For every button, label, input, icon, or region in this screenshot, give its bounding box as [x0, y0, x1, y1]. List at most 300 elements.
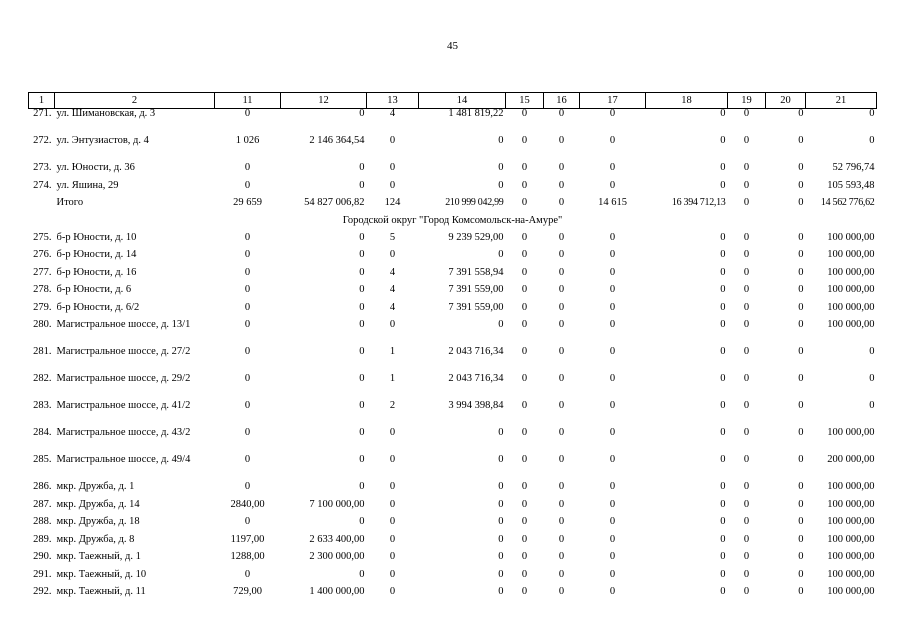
header-cell: 11	[215, 93, 281, 109]
value-cell: 0	[798, 373, 804, 384]
value-cell: 0	[498, 498, 504, 510]
value-cell: 0	[244, 400, 251, 411]
row-number-cell	[29, 198, 55, 216]
value-cell: 210 999 042,99	[445, 197, 504, 208]
value-cell: 0	[743, 454, 750, 465]
value-cell: 0	[498, 481, 504, 492]
value-cell: 0	[609, 179, 616, 191]
value-cell: 0	[244, 266, 251, 278]
value-cell: 0	[720, 179, 726, 191]
value-cell: 0	[359, 319, 365, 330]
value-cell: 0	[798, 249, 804, 260]
value-cell: 0	[389, 568, 396, 580]
row-number-cell: 287.	[33, 498, 52, 510]
value-cell: 54 827 006,82	[304, 197, 365, 208]
address-cell: мкр. Дружба, д. 1	[56, 481, 135, 492]
value-cell: 0	[389, 454, 396, 465]
header-cell: 12	[281, 93, 367, 109]
value-cell: 0	[720, 551, 726, 562]
value-cell: 0	[359, 454, 365, 465]
value-cell: 0	[609, 400, 616, 411]
value-cell: 0	[720, 284, 726, 295]
value-cell: 0	[359, 373, 365, 384]
value-cell: 100 000,00	[827, 481, 875, 492]
table-row	[29, 455, 877, 482]
value-cell: 0	[521, 135, 528, 146]
value-cell: 0	[798, 586, 804, 597]
table-row	[29, 587, 877, 605]
value-cell: 0	[720, 266, 726, 278]
value-cell: 29 659	[233, 197, 262, 208]
value-cell: 0	[521, 427, 528, 438]
value-cell: 0	[558, 568, 565, 580]
value-cell: 0	[798, 284, 804, 295]
value-cell: 0	[498, 179, 504, 191]
value-cell: 2 043 716,34	[448, 346, 504, 357]
value-cell: 0	[558, 533, 565, 545]
value-cell: 0	[720, 373, 726, 384]
value-cell: 0	[558, 135, 565, 146]
value-cell: 0	[720, 346, 726, 357]
row-number-cell: 290.	[33, 551, 52, 562]
value-cell: 0	[720, 400, 726, 411]
address-cell: ул. Юности, д. 36	[56, 162, 135, 173]
value-cell: 0	[609, 568, 616, 580]
value-cell: 14 562 776,62	[820, 197, 875, 208]
row-number-cell: 285.	[33, 454, 52, 465]
value-cell: 14 615	[598, 197, 627, 208]
value-cell: 0	[743, 533, 750, 545]
value-cell: 0	[359, 249, 365, 260]
value-cell: 0	[798, 179, 804, 191]
value-cell: 100 000,00	[827, 231, 875, 243]
value-cell: 4	[389, 266, 396, 278]
value-cell: 0	[720, 498, 726, 510]
address-cell: мкр. Таежный, д. 10	[56, 568, 147, 580]
group-section	[29, 216, 877, 233]
value-cell: 1	[389, 346, 396, 357]
value-cell: 0	[244, 454, 251, 465]
value-cell: 3 994 398,84	[448, 400, 504, 411]
value-cell: 7 391 559,00	[448, 301, 504, 313]
value-cell: 0	[720, 249, 726, 260]
value-cell: 0	[521, 533, 528, 545]
value-cell: 0	[521, 454, 528, 465]
value-cell: 0	[609, 551, 616, 562]
table-row	[29, 517, 877, 535]
value-cell: 0	[359, 568, 365, 580]
value-cell: 0	[521, 197, 528, 208]
value-cell: 0	[359, 266, 365, 278]
value-cell: 0	[244, 346, 251, 357]
table-row	[29, 570, 877, 588]
address-cell: мкр. Дружба, д. 14	[56, 498, 140, 510]
value-cell: 0	[389, 516, 396, 527]
value-cell: 0	[498, 135, 504, 146]
value-cell: 0	[244, 231, 251, 243]
value-cell: 0	[244, 373, 251, 384]
value-cell: 2 043 716,34	[448, 373, 504, 384]
value-cell: 0	[521, 516, 528, 527]
table-row	[29, 320, 877, 347]
table-row	[29, 268, 877, 286]
value-cell: 0	[798, 551, 804, 562]
value-cell: 2 300 000,00	[309, 551, 365, 562]
address-cell: б-р Юности, д. 6/2	[56, 301, 140, 313]
header-cell: 14	[419, 93, 506, 109]
table-row	[29, 250, 877, 268]
value-cell: 0	[498, 551, 504, 562]
table-row	[29, 535, 877, 553]
value-cell: 0	[743, 266, 750, 278]
value-cell: 100 000,00	[827, 319, 875, 330]
value-cell: 0	[558, 516, 565, 527]
header-cell: 13	[367, 93, 419, 109]
value-cell: 0	[720, 586, 726, 597]
value-cell: 0	[498, 454, 504, 465]
value-cell: 0	[558, 319, 565, 330]
header-cell: 1	[29, 93, 55, 109]
value-cell: 105 593,48	[827, 179, 875, 191]
value-cell: 0	[389, 162, 396, 173]
table-row	[29, 552, 877, 570]
header-row	[29, 93, 877, 109]
header-cell: 17	[580, 93, 646, 109]
value-cell: 0	[609, 319, 616, 330]
table-body-bottom	[29, 233, 877, 605]
value-cell: 52 796,74	[832, 162, 875, 173]
value-cell: 0	[720, 162, 726, 173]
row-number-cell: 277.	[33, 266, 52, 278]
address-cell: мкр. Таежный, д. 11	[56, 586, 146, 597]
row-number-cell: 289.	[33, 533, 52, 545]
value-cell: 0	[558, 454, 565, 465]
value-cell: 0	[798, 197, 804, 208]
value-cell: 0	[743, 373, 750, 384]
value-cell: 2 146 364,54	[309, 135, 365, 146]
value-cell: 100 000,00	[827, 249, 875, 260]
value-cell: 0	[244, 481, 251, 492]
value-cell: 0	[389, 319, 396, 330]
value-cell: 0	[743, 516, 750, 527]
value-cell: 0	[359, 231, 365, 243]
value-cell: 0	[521, 162, 528, 173]
table-row	[29, 482, 877, 500]
value-cell: 0	[743, 284, 750, 295]
value-cell: 0	[498, 319, 504, 330]
value-cell: 0	[609, 586, 616, 597]
value-cell: 0	[359, 516, 365, 527]
value-cell: 0	[389, 249, 396, 260]
value-cell: 0	[389, 427, 396, 438]
value-cell: 100 000,00	[827, 568, 875, 580]
value-cell: 100 000,00	[827, 586, 875, 597]
value-cell: 0	[798, 454, 804, 465]
value-cell: 1	[389, 373, 396, 384]
value-cell: 0	[609, 516, 616, 527]
page-number: 45	[447, 40, 458, 52]
value-cell: 100 000,00	[827, 533, 875, 545]
value-cell: 0	[869, 346, 875, 357]
value-cell: 0	[798, 266, 804, 278]
value-cell: 0	[743, 568, 750, 580]
value-cell: 0	[521, 301, 528, 313]
value-cell: 0	[521, 284, 528, 295]
header-cell: 20	[766, 93, 806, 109]
value-cell: 0	[609, 498, 616, 510]
value-cell: 0	[498, 427, 504, 438]
value-cell: 7 391 558,94	[448, 266, 504, 278]
value-cell: 0	[743, 551, 750, 562]
value-cell: 0	[521, 373, 528, 384]
value-cell: 0	[359, 179, 365, 191]
value-cell: 200 000,00	[827, 454, 875, 465]
value-cell: 0	[521, 400, 528, 411]
value-cell: 0	[521, 108, 528, 119]
value-cell: 0	[720, 427, 726, 438]
value-cell: 0	[743, 319, 750, 330]
value-cell: 0	[743, 135, 750, 146]
address-cell: Магистральное шоссе, д. 29/2	[56, 373, 191, 384]
address-cell: ул. Энтузиастов, д. 4	[56, 135, 149, 146]
value-cell: 2840,00	[230, 498, 265, 510]
value-cell: 0	[798, 346, 804, 357]
value-cell: 0	[521, 179, 528, 191]
value-cell: 0	[558, 197, 565, 208]
value-cell: 729,00	[233, 586, 262, 597]
value-cell: 0	[558, 179, 565, 191]
value-cell: 0	[798, 481, 804, 492]
address-cell: Магистральное шоссе, д. 49/4	[56, 454, 191, 465]
value-cell: 0	[558, 481, 565, 492]
value-cell: 0	[359, 400, 365, 411]
value-cell: 0	[558, 266, 565, 278]
address-cell: ул. Яшина, 29	[56, 179, 119, 191]
header-cell: 21	[806, 93, 877, 109]
value-cell: 0	[244, 162, 251, 173]
table-row	[29, 374, 877, 401]
value-cell: 7 391 559,00	[448, 284, 504, 295]
table-row	[29, 181, 877, 199]
header-cell: 18	[646, 93, 728, 109]
value-cell: 0	[521, 551, 528, 562]
value-cell: 0	[743, 346, 750, 357]
address-cell: мкр. Таежный, д. 1	[56, 551, 141, 562]
value-cell: 1197,00	[230, 533, 265, 545]
value-cell: 0	[498, 162, 504, 173]
value-cell: 0	[521, 568, 528, 580]
value-cell: 0	[558, 498, 565, 510]
value-cell: 0	[798, 108, 804, 119]
value-cell: 1288,00	[230, 551, 265, 562]
value-cell: 0	[558, 162, 565, 173]
value-cell: 0	[244, 301, 251, 313]
value-cell: 4	[389, 301, 396, 313]
value-cell: 0	[244, 108, 251, 119]
value-cell: 0	[558, 373, 565, 384]
address-cell: мкр. Дружба, д. 8	[56, 533, 135, 545]
value-cell: 0	[798, 301, 804, 313]
value-cell: 0	[359, 481, 365, 492]
table-body-top	[29, 109, 877, 216]
value-cell: 0	[743, 481, 750, 492]
value-cell: 0	[743, 162, 750, 173]
value-cell: 124	[384, 197, 401, 208]
address-cell: ул. Шимановская, д. 3	[56, 108, 156, 119]
value-cell: 4	[389, 284, 396, 295]
value-cell: 0	[609, 533, 616, 545]
value-cell: 0	[869, 108, 875, 119]
value-cell: 0	[359, 108, 365, 119]
value-cell: 0	[869, 400, 875, 411]
value-cell: 0	[609, 284, 616, 295]
value-cell: 0	[558, 427, 565, 438]
table-row	[29, 233, 877, 251]
value-cell: 0	[558, 346, 565, 357]
table-row	[29, 347, 877, 374]
value-cell: 0	[359, 301, 365, 313]
value-cell: 0	[521, 319, 528, 330]
value-cell: 0	[521, 249, 528, 260]
value-cell: 0	[869, 135, 875, 146]
row-number-cell: 280.	[33, 319, 52, 330]
value-cell: 0	[609, 427, 616, 438]
value-cell: 0	[609, 301, 616, 313]
value-cell: 0	[720, 231, 726, 243]
header-cell: 2	[55, 93, 215, 109]
value-cell: 0	[798, 231, 804, 243]
value-cell: 0	[521, 346, 528, 357]
value-cell: 0	[609, 108, 616, 119]
value-cell: 0	[558, 551, 565, 562]
row-number-cell: 275.	[33, 231, 52, 243]
value-cell: 0	[521, 586, 528, 597]
value-cell: 0	[743, 498, 750, 510]
address-cell: Магистральное шоссе, д. 43/2	[56, 427, 191, 438]
address-cell: б-р Юности, д. 10	[56, 231, 137, 243]
value-cell: 0	[359, 284, 365, 295]
value-cell: 0	[521, 481, 528, 492]
value-cell: 0	[609, 454, 616, 465]
value-cell: 0	[244, 427, 251, 438]
value-cell: 0	[720, 481, 726, 492]
header-cell: 15	[506, 93, 544, 109]
group-title: Городской округ "Город Комсомольск-на-Амуре"	[342, 214, 563, 226]
value-cell: 0	[720, 135, 726, 146]
value-cell: 0	[743, 231, 750, 243]
value-cell: 7 100 000,00	[309, 498, 365, 510]
row-number-cell: 273.	[33, 162, 52, 173]
value-cell: 0	[743, 427, 750, 438]
value-cell: 4	[389, 108, 396, 119]
value-cell: 0	[389, 498, 396, 510]
value-cell: 100 000,00	[827, 301, 875, 313]
value-cell: 0	[720, 301, 726, 313]
header-cell: 16	[544, 93, 580, 109]
value-cell: 100 000,00	[827, 427, 875, 438]
value-cell: 0	[558, 108, 565, 119]
value-cell: 100 000,00	[827, 516, 875, 527]
value-cell: 0	[720, 533, 726, 545]
value-cell: 0	[244, 516, 251, 527]
value-cell: 100 000,00	[827, 498, 875, 510]
group-row	[29, 216, 877, 233]
table-row	[29, 401, 877, 428]
value-cell: 0	[359, 427, 365, 438]
value-cell: 0	[798, 568, 804, 580]
value-cell: 0	[720, 319, 726, 330]
row-number-cell: 288.	[33, 516, 52, 527]
value-cell: 0	[498, 533, 504, 545]
value-cell: 9 239 529,00	[448, 231, 504, 243]
table-row	[29, 109, 877, 137]
value-cell: 0	[869, 373, 875, 384]
value-cell: 0	[558, 231, 565, 243]
value-cell: 0	[798, 498, 804, 510]
value-cell: 0	[720, 108, 726, 119]
value-cell: 0	[389, 135, 396, 146]
value-cell: 0	[389, 551, 396, 562]
row-number-cell: 271.	[33, 108, 52, 119]
value-cell: 0	[389, 533, 396, 545]
value-cell: 0	[798, 533, 804, 545]
address-cell: б-р Юности, д. 16	[56, 266, 137, 278]
row-number-cell: 272.	[33, 135, 52, 146]
row-number-cell: 292.	[33, 586, 52, 597]
value-cell: 0	[720, 454, 726, 465]
data-table	[28, 92, 877, 605]
value-cell: 0	[359, 346, 365, 357]
value-cell: 100 000,00	[827, 284, 875, 295]
value-cell: 0	[558, 249, 565, 260]
address-cell: б-р Юности, д. 6	[56, 284, 132, 295]
row-number-cell: 286.	[33, 481, 52, 492]
table-row	[29, 285, 877, 303]
value-cell: 0	[521, 266, 528, 278]
value-cell: 0	[359, 162, 365, 173]
value-cell: 0	[743, 586, 750, 597]
value-cell: 0	[609, 481, 616, 492]
value-cell: 0	[389, 179, 396, 191]
value-cell: 1 481 819,22	[448, 108, 504, 119]
value-cell: 0	[798, 319, 804, 330]
value-cell: 0	[743, 179, 750, 191]
value-cell: 0	[498, 568, 504, 580]
row-number-cell: 283.	[33, 400, 52, 411]
value-cell: 0	[743, 197, 750, 208]
value-cell: 0	[558, 301, 565, 313]
row-number-cell: 284.	[33, 427, 52, 438]
address-cell: Магистральное шоссе, д. 13/1	[56, 319, 191, 330]
row-number-cell: 276.	[33, 249, 52, 260]
value-cell: 0	[244, 179, 251, 191]
table-row	[29, 303, 877, 321]
value-cell: 0	[389, 586, 396, 597]
address-cell: Магистральное шоссе, д. 27/2	[56, 346, 191, 357]
value-cell: 0	[558, 400, 565, 411]
address-cell: мкр. Дружба, д. 18	[56, 516, 140, 527]
value-cell: 16 394 712,13	[671, 197, 726, 208]
value-cell: 0	[743, 400, 750, 411]
address-cell: б-р Юности, д. 14	[56, 249, 137, 260]
address-cell: Итого	[56, 197, 84, 208]
table-row	[29, 163, 877, 181]
row-number-cell: 291.	[33, 568, 52, 580]
value-cell: 0	[521, 498, 528, 510]
value-cell: 0	[609, 346, 616, 357]
address-cell: Магистральное шоссе, д. 41/2	[56, 400, 191, 411]
value-cell: 5	[389, 231, 396, 243]
